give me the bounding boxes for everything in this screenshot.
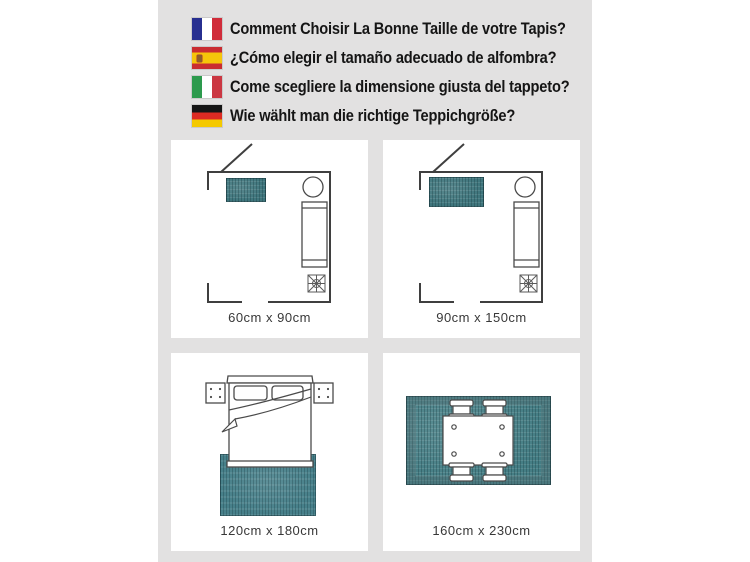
chair-bottom-left-icon <box>449 463 474 481</box>
spain-flag-icon <box>192 47 222 69</box>
germany-flag-icon <box>192 105 222 127</box>
floorplan-diagram <box>171 140 368 310</box>
card-rug-90x150 <box>383 140 580 338</box>
bed-diagram <box>171 353 368 523</box>
content-panel <box>158 0 592 562</box>
size-label: 160cm x 230cm <box>432 523 531 538</box>
spain-emblem-icon <box>197 55 202 62</box>
pillow-left <box>234 386 267 400</box>
size-label: 120cm x 180cm <box>220 523 319 538</box>
dresser-icon <box>302 202 327 267</box>
header-line-french <box>192 17 620 40</box>
floorplan-diagram <box>383 140 580 310</box>
size-label: 60cm x 90cm <box>228 310 311 325</box>
plant-icon <box>520 275 537 292</box>
side-table-icon <box>515 177 535 197</box>
card-rug-160x230 <box>383 353 580 551</box>
italy-flag-icon <box>192 76 222 98</box>
header-text-italian: Come scegliere la dimensione giusta del tappeto? <box>230 76 570 96</box>
chair-top-right-icon <box>482 400 507 418</box>
chair-bottom-right-icon <box>482 463 507 481</box>
header-text-german: Wie wählt man die richtige Teppichgröße? <box>230 105 516 125</box>
dining-set-diagram <box>383 353 580 523</box>
dresser-icon <box>514 202 539 267</box>
side-table-icon <box>303 177 323 197</box>
size-label: 90cm x 150cm <box>436 310 527 325</box>
header-text-spanish: ¿Cómo elegir el tamaño adecuado de alfombra? <box>230 47 557 67</box>
card-rug-60x90 <box>171 140 368 338</box>
door-swing-line <box>433 144 464 172</box>
nightstand-left-icon <box>206 383 225 403</box>
room-corner-wall <box>420 283 454 302</box>
header-text-french: Comment Choisir La Bonne Taille de votre Tapis? <box>230 18 566 38</box>
headboard <box>227 376 313 383</box>
room-corner-wall <box>208 283 242 302</box>
dining-table-icon <box>443 416 513 465</box>
chair-top-left-icon <box>449 400 474 418</box>
header-line-italian <box>192 75 625 98</box>
door-swing-line <box>221 144 252 172</box>
header-line-german <box>192 104 562 127</box>
header-line-spanish <box>192 46 609 69</box>
nightstand-right-icon <box>314 383 333 403</box>
card-rug-120x180 <box>171 353 368 551</box>
footboard <box>227 461 313 467</box>
france-flag-icon <box>192 18 222 40</box>
plant-icon <box>308 275 325 292</box>
